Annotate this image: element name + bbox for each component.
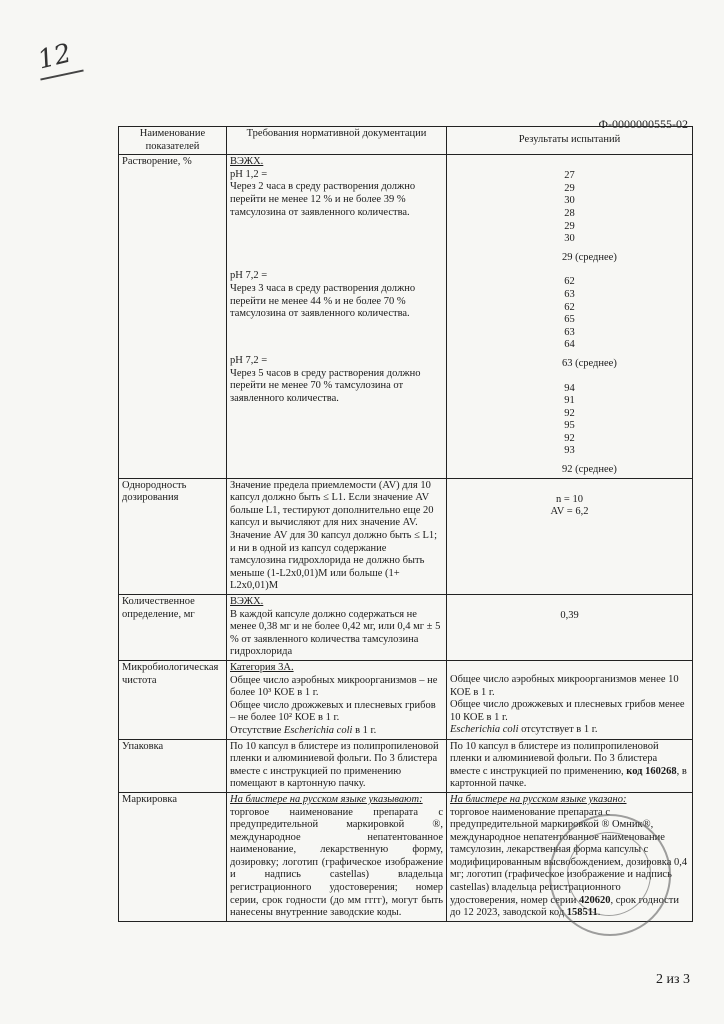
ph1-values bbox=[450, 156, 689, 246]
marking-res-title: На блистере на русском языке указано: bbox=[450, 793, 627, 805]
dissolution-method: ВЭЖХ. bbox=[230, 156, 264, 168]
ph2-value: 65 bbox=[564, 314, 575, 326]
ph3-label: pH 7,2 = bbox=[230, 354, 268, 366]
page-number: 2 из 3 bbox=[655, 972, 690, 987]
row-uniformity bbox=[119, 478, 693, 594]
micro-res-aerobic: Общее число аэробных микроорганизмов менее 10 КОЕ в 1 г. bbox=[450, 673, 679, 698]
packaging-req: По 10 капсул в блистере из полипропиленовой пленки и алюминиевой фольги. По 3 блистера вместе с инструкцией по применению помещают в картонную пачку. bbox=[227, 739, 447, 792]
header-results: Результаты испытаний bbox=[447, 127, 693, 155]
ph1-value: 30 bbox=[564, 195, 575, 207]
dissolution-results bbox=[447, 155, 693, 478]
assay-result bbox=[447, 595, 693, 661]
marking-plant-code: 158511 bbox=[566, 907, 598, 919]
assay-method: ВЭЖХ. bbox=[230, 596, 264, 607]
micro-results bbox=[447, 660, 693, 739]
marking-req bbox=[227, 792, 447, 921]
ph1-value: 30 bbox=[564, 233, 575, 245]
assay-req bbox=[227, 595, 447, 661]
marking-res-c: , срок годности до 12 2023, заводской код bbox=[450, 894, 679, 919]
dissolution-req bbox=[227, 155, 447, 478]
marking-res-a: торговое наименование препарата с предупредительной маркировкой ® Омник®, международное непатентованное наименование тамсулозин, лекарственная форма капсулы с модифицированным высвобождением, дозировка 0,4 мг; логотип (графическое изображение и надпись castellas) владельца регистрационного удостоверения, номер серии bbox=[450, 806, 688, 906]
micro-name: Микробиологическая чистота bbox=[119, 660, 227, 739]
ph2-value: 63 bbox=[564, 326, 575, 338]
ph3-average: 92 (среднее) bbox=[562, 464, 617, 476]
micro-req-ecoli-name: Escherichia coli bbox=[283, 724, 353, 736]
ph3-text: Через 5 часов в среду растворения должно перейти не менее 70 % тамсулозина от заявленного количества. bbox=[230, 367, 421, 404]
uniformity-av: AV = 6,2 bbox=[550, 506, 589, 518]
assay-value: 0,39 bbox=[560, 610, 579, 621]
packaging-code: код 160268 bbox=[626, 765, 677, 777]
ph1-value: 29 bbox=[564, 182, 575, 194]
micro-res-fungi: Общее число дрожжевых и плесневых грибов менее 10 КОЕ в 1 г. bbox=[450, 699, 685, 723]
marking-res-e: . bbox=[597, 907, 601, 919]
row-microbiology bbox=[119, 660, 693, 739]
micro-category: Категория 3А. bbox=[230, 661, 294, 673]
ph2-value: 63 bbox=[564, 288, 575, 300]
micro-res-ecoli-name: Escherichia coli bbox=[450, 724, 519, 736]
ph2-text: Через 3 часа в среду растворения должно перейти не менее 44 % и не более 70 % тамсулозина от заявленного количества. bbox=[230, 282, 416, 320]
assay-name: Количественное определение, мг bbox=[119, 595, 227, 661]
ph2-label: pH 7,2 = bbox=[230, 270, 268, 282]
handwritten-page-mark: 12 bbox=[34, 38, 75, 76]
micro-req-ecoli-pre: Отсутствие bbox=[230, 724, 284, 736]
header-parameter: Наименование показателей bbox=[119, 127, 227, 155]
marking-name: Маркировка bbox=[119, 792, 227, 921]
packaging-name: Упаковка bbox=[119, 739, 227, 792]
packaging-result-end: , в картонной пачке. bbox=[450, 765, 687, 790]
ph1-value: 29 bbox=[564, 220, 575, 232]
ph3-values bbox=[450, 371, 689, 459]
micro-req-fungi: Общее число дрожжевых и плесневых грибов – не более 10² КОЕ в 1 г. bbox=[230, 699, 436, 724]
micro-res-ecoli bbox=[450, 724, 689, 737]
round-stamp bbox=[549, 814, 671, 936]
row-packaging bbox=[119, 739, 693, 792]
uniformity-n: n = 10 bbox=[556, 493, 583, 505]
round-stamp-inner bbox=[566, 832, 651, 919]
uniformity-results bbox=[447, 478, 693, 594]
micro-req-ecoli-post: в 1 г. bbox=[352, 724, 377, 736]
marking-req-title: На блистере на русском языке указывают: bbox=[230, 793, 423, 805]
marking-batch: 420620 bbox=[579, 894, 611, 906]
test-results-table bbox=[118, 126, 693, 922]
ph1-average: 29 (среднее) bbox=[562, 251, 617, 263]
row-assay bbox=[119, 595, 693, 661]
micro-req-ecoli bbox=[230, 725, 443, 738]
ph2-average: 63 (среднее) bbox=[562, 357, 617, 369]
assay-text: В каждой капсуле должно содержаться не менее 0,38 мг и не более 0,42 мг, или 0,4 мг ± 5 % от заявленного количества тамсулозина гидрохлорида bbox=[230, 608, 441, 658]
uniformity-name: Однородность дозирования bbox=[119, 478, 227, 594]
packaging-result bbox=[447, 739, 693, 792]
micro-res-ecoli-post: отсутствует в 1 г. bbox=[518, 724, 598, 736]
ph2-values bbox=[450, 264, 689, 352]
row-dissolution bbox=[119, 155, 693, 478]
ph2-value: 62 bbox=[564, 276, 575, 288]
header-requirements: Требования нормативной документации bbox=[227, 127, 447, 155]
document-code: Ф-0000000555-02 bbox=[598, 117, 688, 131]
ph3-value: 92 bbox=[564, 432, 575, 444]
micro-req-aerobic: Общее число аэробных микроорганизмов – не более 10³ КОЕ в 1 г. bbox=[230, 674, 438, 699]
ph3-value: 91 bbox=[564, 395, 575, 407]
ph2-value: 64 bbox=[564, 339, 575, 351]
ph1-text: Через 2 часа в среду растворения должно перейти не менее 12 % и не более 39 % тамсулозина от заявленного количества. bbox=[230, 181, 416, 218]
ph3-value: 93 bbox=[564, 445, 575, 457]
uniformity-req: Значение предела приемлемости (AV) для 10 капсул должно быть ≤ L1. Если значение AV больше L1, тестируют дополнительно еще 20 капсул и вычисляют для них значение AV. Значение AV для 30 капсул должно быть ≤ L1; и ни в одной из капсул содержание тамсулозина гидрохлорида не должно быть меньше (1-L2х0,01)М или больше (1+ L2х0,01)М bbox=[227, 478, 447, 594]
dissolution-name: Растворение, % bbox=[119, 155, 227, 478]
ph3-value: 95 bbox=[564, 420, 575, 432]
ph3-value: 94 bbox=[564, 382, 575, 394]
ph1-value: 27 bbox=[564, 170, 575, 182]
micro-req bbox=[227, 660, 447, 739]
header-row bbox=[119, 127, 693, 155]
packaging-result-text: По 10 капсул в блистере из полипропиленовой пленки и алюминиевой фольги. По 3 блистера вместе с инструкцией по применению, bbox=[450, 740, 659, 777]
ph3-value: 92 bbox=[564, 407, 575, 419]
ph1-value: 28 bbox=[564, 207, 575, 219]
ph1-label: pH 1,2 = bbox=[230, 168, 268, 180]
marking-req-text: торговое наименование препарата с предупредительной маркировкой ®, международное непатентованное наименование, лекарственную форму, дозировку; логотип (графическое изображение и надпись castellas) владельца регистрационного удостоверения; номер серии, срок годности (до мм гггг), могут быть нанесены внутренние заводские коды. bbox=[230, 806, 443, 919]
ph2-value: 62 bbox=[564, 301, 575, 313]
